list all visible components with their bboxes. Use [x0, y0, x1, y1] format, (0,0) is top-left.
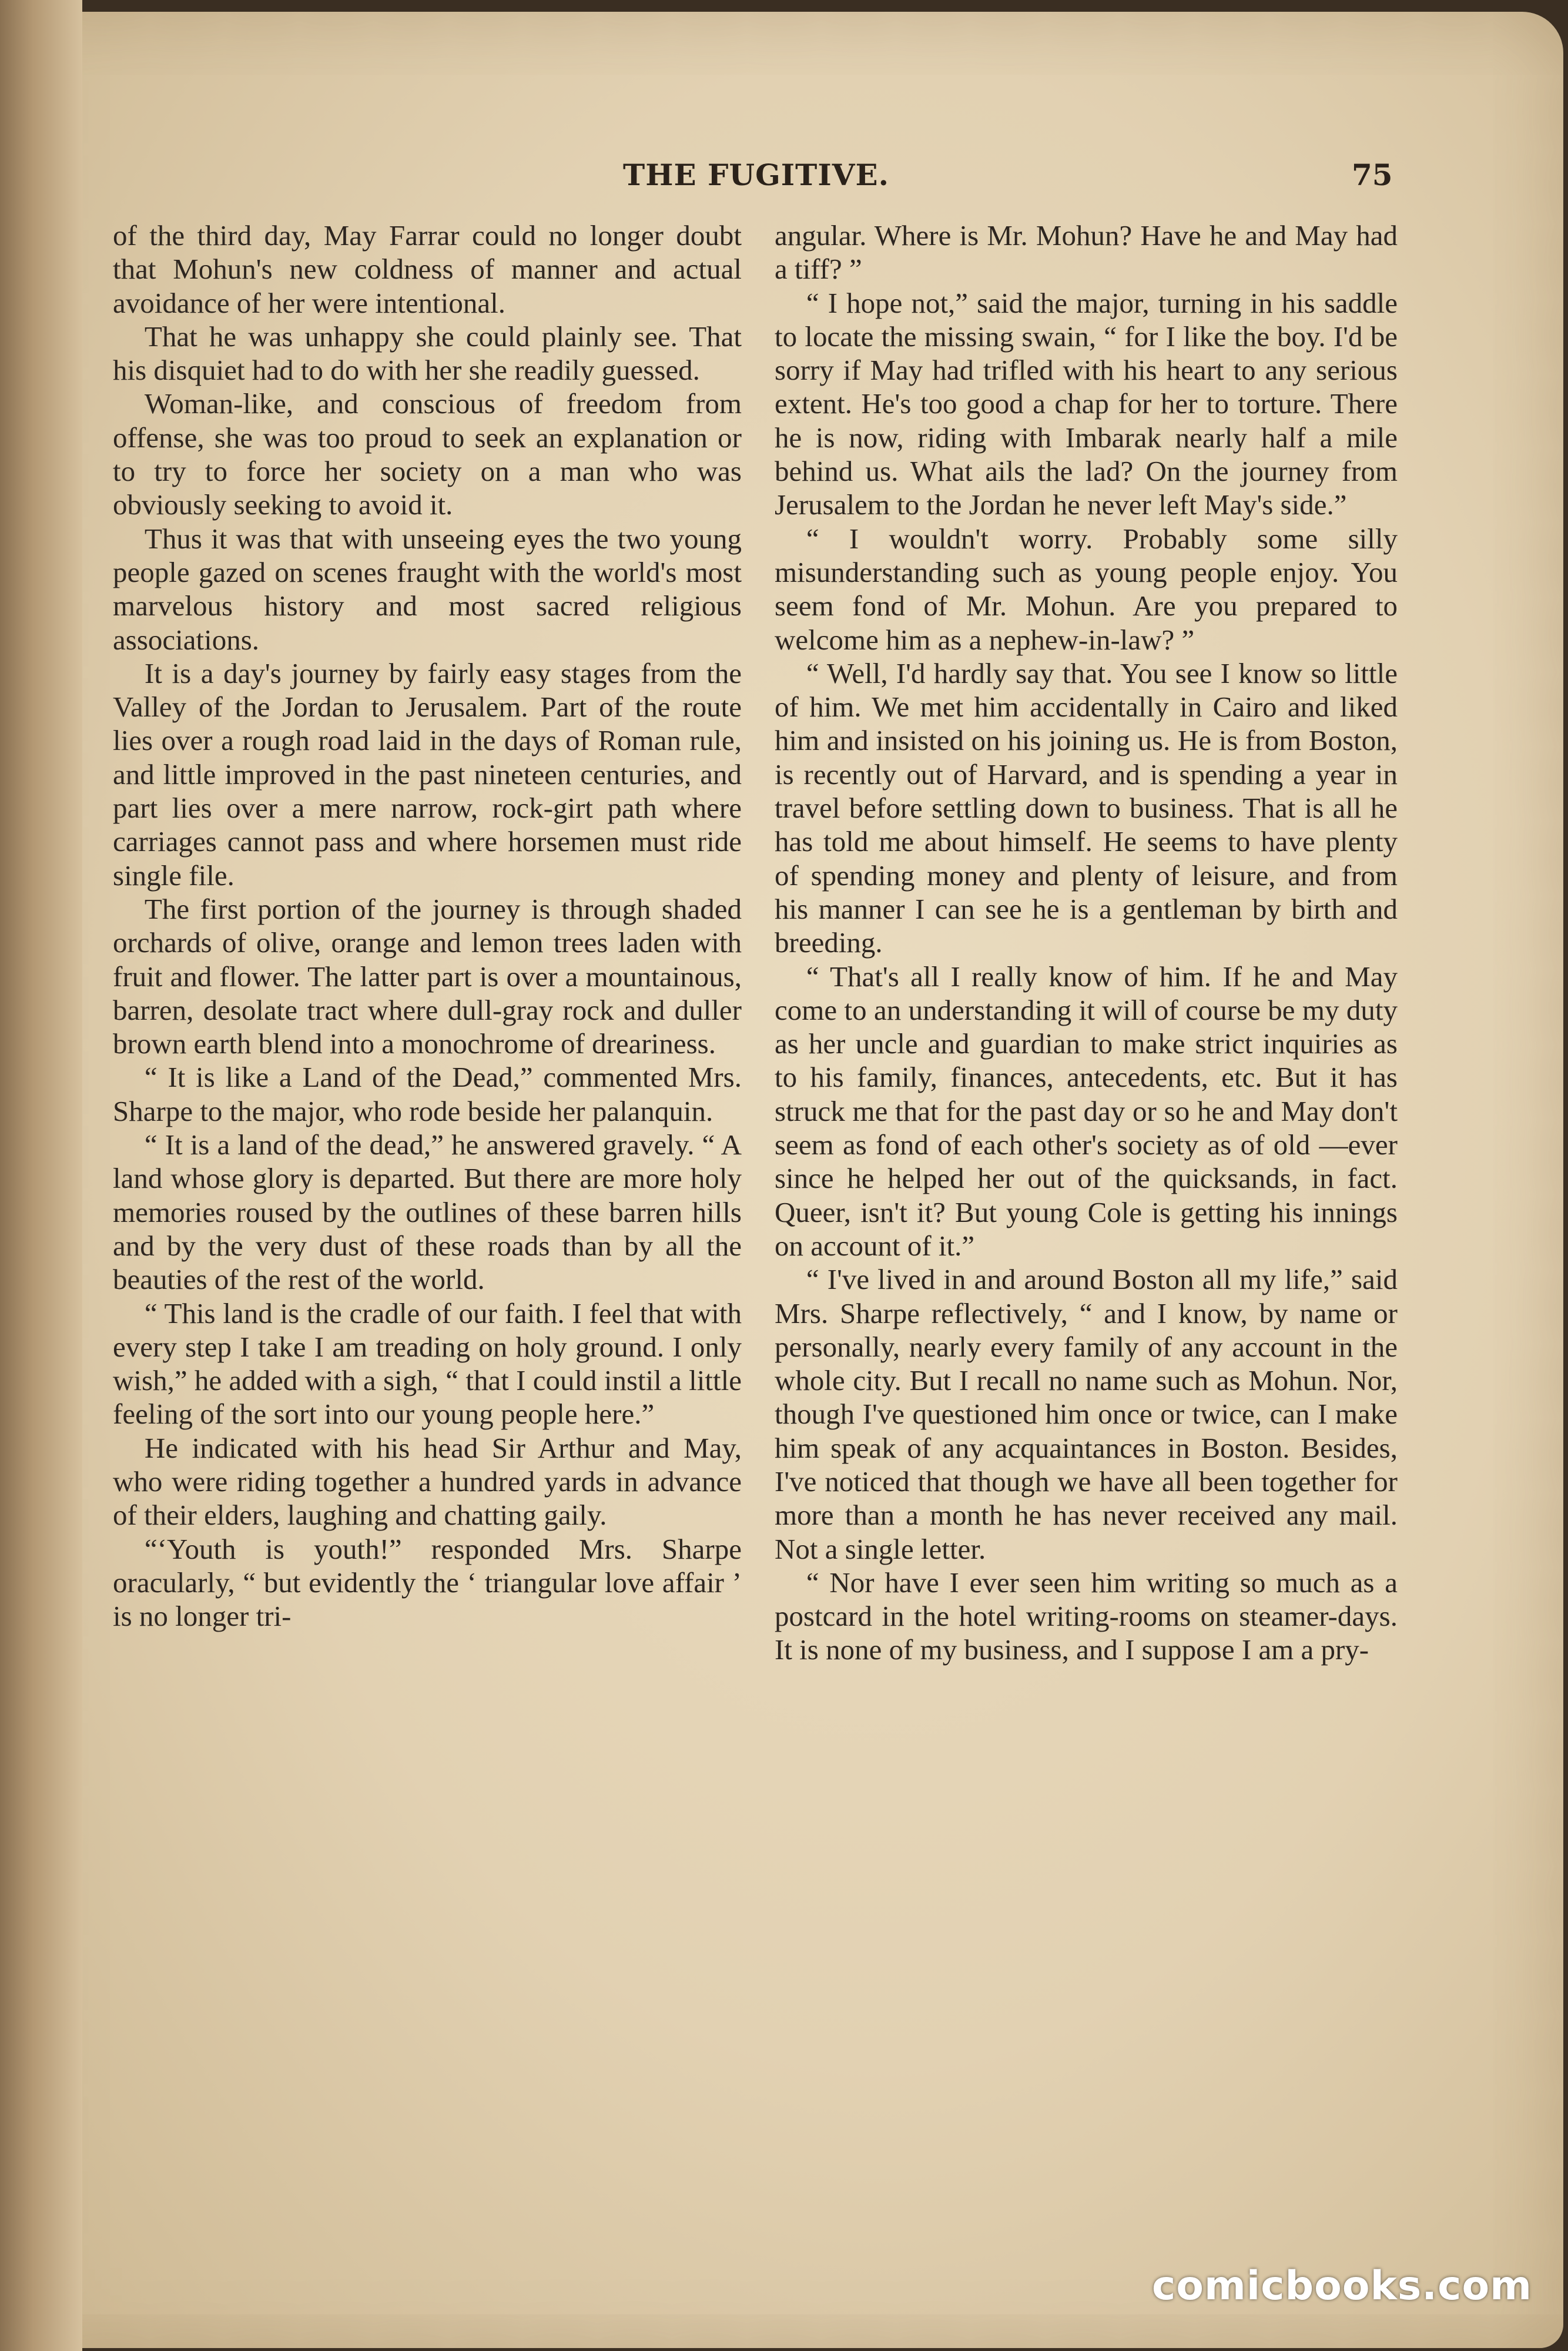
paragraph: That he was unhappy she could plainly see. That his disquiet had to do with her she readily guessed. [113, 320, 742, 387]
book-gutter [0, 0, 82, 2351]
paragraph: “ It is like a Land of the Dead,” commented Mrs. Sharpe to the major, who rode beside her palanquin. [113, 1061, 742, 1127]
paragraph: The first portion of the journey is through shaded orchards of olive, orange and lemon trees laden with fruit and flower. The latter part is over a mountainous, barren, desolate tract where dull-gray rock and duller brown earth blend into a monochrome of dreariness. [113, 892, 742, 1060]
paragraph: Thus it was that with unseeing eyes the two young people gazed on scenes fraught with the world's most marvelous history and most sacred religious associations. [113, 522, 742, 656]
paragraph: “ I hope not,” said the major, turning in his saddle to locate the missing swain, “ for I like the boy. I'd be sorry if May had trifled with his heart to any serious extent. He's too good a chap for her to torture. There he is now, riding with Imbarak nearly half a mile behind us. What ails the lad? On the journey from Jerusalem to the Jordan he never left May's side.” [775, 286, 1398, 521]
paragraph: “ That's all I really know of him. If he and May come to an understanding it will of course be my duty as her uncle and guardian to make strict inquiries as to his family, finances, antecedents, etc. But it has struck me that for the past day or so he and May don't seem as fond of each other's society as of old —ever since he helped her out of the quicksands, in fact. Queer, isn't it? But young Cole is getting his innings on account of it.” [775, 960, 1398, 1262]
page-number: 75 [1352, 158, 1393, 192]
paragraph: He indicated with his head Sir Arthur and May, who were riding together a hundred yards in advance of their elders, laughing and chatting gaily. [113, 1431, 742, 1532]
text-column-left [113, 219, 742, 1633]
site-watermark: comicbooks.com [1152, 2263, 1533, 2309]
paragraph: “ I've lived in and around Boston all my life,” said Mrs. Sharpe reflectively, “ and I know, by name or personally, nearly every family of any account in the whole city. But I recall no name such as Mohun. Nor, though I've questioned him once or twice, can I make him speak of any acquaintances in Boston. Besides, I've noticed that though we have all been together for more than a month he has never received any mail. Not a single letter. [775, 1263, 1398, 1565]
paragraph: of the third day, May Farrar could no longer doubt that Mohun's new coldness of manner and actual avoidance of her were intentional. [113, 219, 742, 319]
text-column-right [775, 219, 1398, 1667]
paragraph: “‘Youth is youth!” responded Mrs. Sharpe oracularly, “ but evidently the ‘ triangular love affair ’ is no longer tri- [113, 1532, 742, 1633]
paragraph: “ This land is the cradle of our faith. I feel that with every step I take I am treading on holy ground. I only wish,” he added with a sigh, “ that I could instil a little feeling of the sort into our young people here.” [113, 1297, 742, 1431]
paragraph: It is a day's journey by fairly easy stages from the Valley of the Jordan to Jerusalem. Part of the route lies over a rough road laid in the days of Roman rule, and little improved in the past nineteen centuries, and part lies over a mere narrow, rock-girt path where carriages cannot pass and where horsemen must ride single file. [113, 657, 742, 892]
paragraph: angular. Where is Mr. Mohun? Have he and May had a tiff? ” [775, 219, 1398, 286]
paragraph: “ It is a land of the dead,” he answered gravely. “ A land whose glory is departed. But there are more holy memories roused by the outlines of these barren hills and by the very dust of these roads than by all the beauties of the rest of the world. [113, 1128, 742, 1296]
paragraph: “ Well, I'd hardly say that. You see I know so little of him. We met him accidentally in Cairo and liked him and insisted on his joining us. He is from Boston, is recently out of Harvard, and is spending a year in travel before settling down to business. That is all he has told me about himself. He seems to have plenty of spending money and plenty of leisure, and from his manner I can see he is a gentleman by birth and breeding. [775, 657, 1398, 959]
paragraph: “ Nor have I ever seen him writing so much as a postcard in the hotel writing-rooms on steamer-days. It is none of my business, and I suppose I am a pry- [775, 1566, 1398, 1666]
running-head: THE FUGITIVE. [623, 158, 890, 192]
paragraph: “ I wouldn't worry. Probably some silly misunderstanding such as young people enjoy. You seem fond of Mr. Mohun. Are you prepared to welcome him as a nephew-in-law? ” [775, 522, 1398, 656]
paragraph: Woman-like, and conscious of freedom from offense, she was too proud to seek an explanation or to try to force her society on a man who was obviously seeking to avoid it. [113, 387, 742, 521]
page-header [0, 154, 1568, 201]
